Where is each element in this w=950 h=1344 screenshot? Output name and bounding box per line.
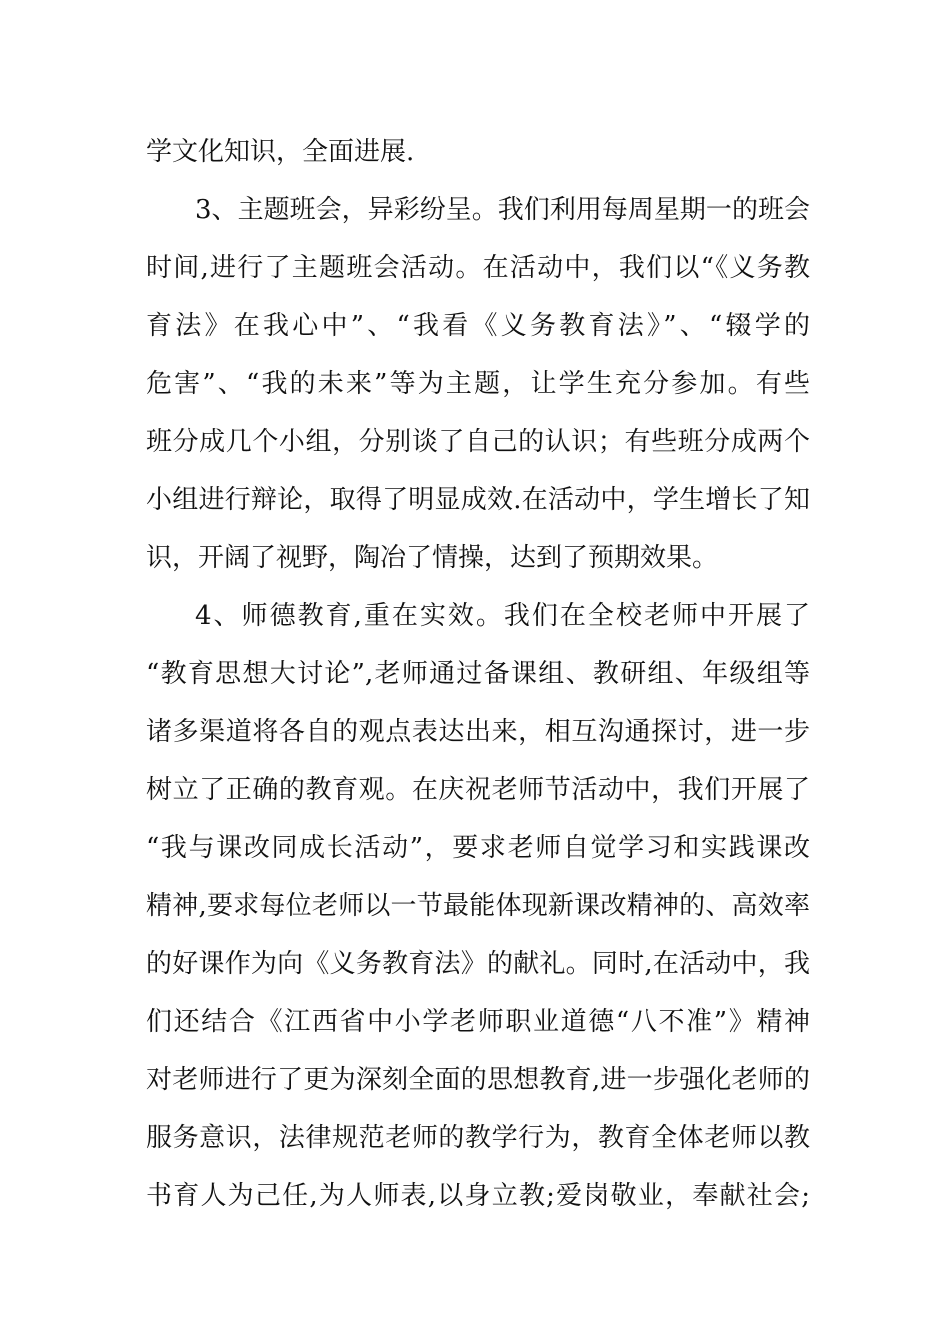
text-line: 对老师进行了更为深刻全面的思想教育,进一步强化老师的	[146, 1065, 810, 1095]
paragraph-3-start-line: 3、主题班会，异彩纷呈。我们利用每周星期一的班会	[195, 195, 810, 225]
text-line: 书育人为己任,为人师表,以身立教;爱岗敬业，奉献社会;	[146, 1181, 810, 1211]
text-line: “我与课改同成长活动”，要求老师自觉学习和实践课改	[146, 833, 810, 863]
text-line: 树立了正确的教育观。在庆祝老师节活动中，我们开展了	[146, 775, 810, 805]
paragraph-4-start-line: 4、师德教育,重在实效。我们在全校老师中开展了	[195, 601, 810, 631]
text-line: 诸多渠道将各自的观点表达出来，相互沟通探讨，进一步	[146, 717, 810, 747]
text-line: 时间,进行了主题班会活动。在活动中，我们以“《义务教	[146, 253, 810, 283]
text-line: 精神,要求每位老师以一节最能体现新课改精神的、高效率	[146, 891, 810, 921]
text-line: 危害”、“我的未来”等为主题，让学生充分参加。有些	[146, 369, 810, 399]
text-line: 识，开阔了视野，陶冶了情操，达到了预期效果。	[146, 543, 719, 573]
text-line: 学文化知识，全面进展.	[146, 137, 415, 167]
text-line: 小组进行辩论，取得了明显成效.在活动中，学生增长了知	[146, 485, 810, 515]
text-line: “教育思想大讨论”,老师通过备课组、教研组、年级组等	[146, 659, 810, 689]
text-line: 育法》在我心中”、“我看《义务教育法》”、“辍学的	[146, 311, 810, 341]
text-line: 的好课作为向《义务教育法》的献礼。同时,在活动中，我	[146, 949, 810, 979]
text-line: 班分成几个小组，分别谈了自己的认识；有些班分成两个	[146, 427, 810, 457]
text-line: 们还结合《江西省中小学老师职业道德“八不准”》精神	[146, 1007, 810, 1037]
text-line: 服务意识，法律规范老师的教学行为，教育全体老师以教	[146, 1123, 810, 1153]
